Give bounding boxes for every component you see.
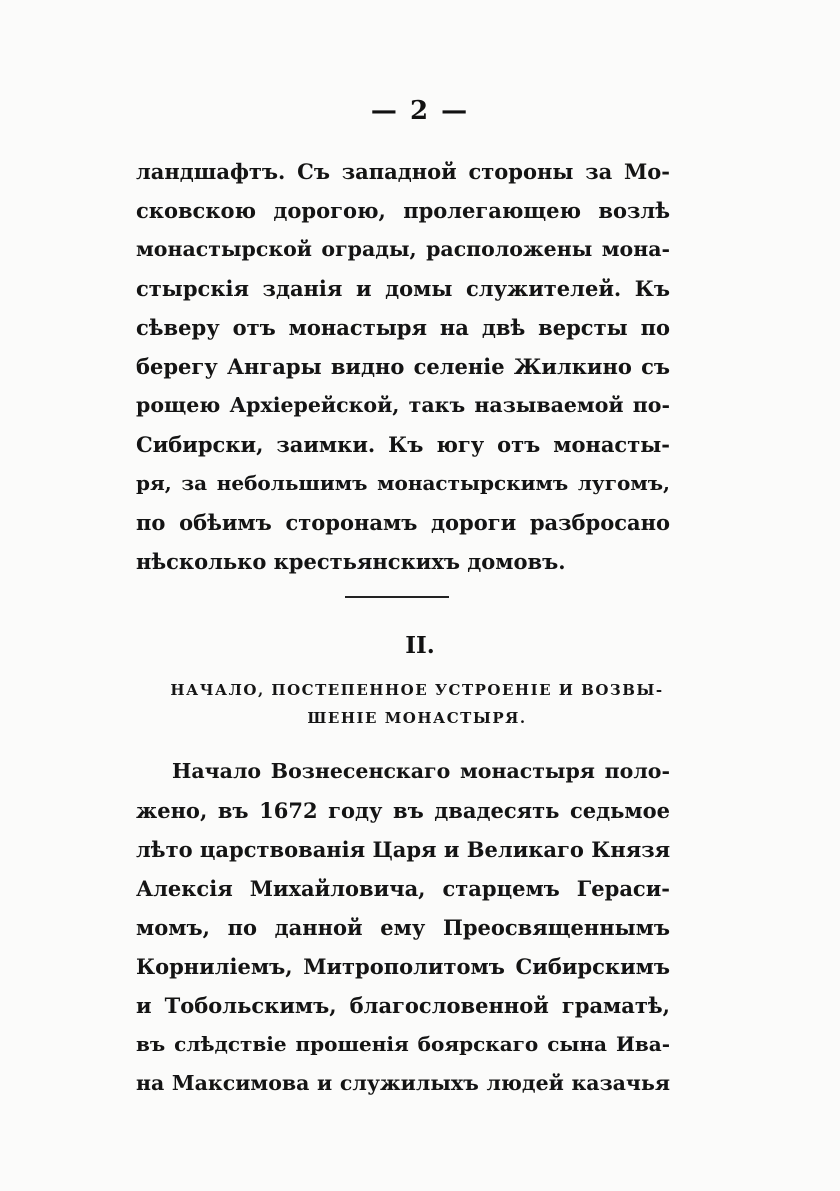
text-line: ря, за небольшимъ монастырскимъ лугомъ,	[136, 471, 670, 495]
text-line: въ слѣдствіе прошенія боярскаго сына Ива-	[136, 1032, 670, 1056]
heading-line: ШЕНІЕ МОНАСТЫРЯ.	[307, 709, 527, 727]
paragraph-continuation	[136, 152, 670, 581]
text-line: по обѣимъ сторонамъ дороги разбросано	[136, 510, 670, 535]
text-line: стырскія зданія и домы служителей. Къ	[136, 276, 670, 301]
text-line: ландшафтъ. Съ западной стороны за Мо-	[136, 159, 670, 184]
text-line: и Тобольскимъ, благословенной граматѣ,	[136, 993, 670, 1018]
text-line: Корниліемъ, Митрополитомъ Сибирскимъ	[136, 954, 670, 979]
heading-line: НАЧАЛО, ПОСТЕПЕННОЕ УСТРОЕНІЕ И ВОЗВЫ-	[170, 681, 664, 699]
text-line: нѣсколько крестьянскихъ домовъ.	[136, 549, 566, 574]
text-line: Начало Вознесенскаго монастыря поло-	[172, 759, 670, 783]
text-line: лѣто царствованія Царя и Великаго Князя	[136, 837, 670, 862]
section-number: II.	[405, 632, 435, 659]
text-line: монастырской ограды, расположены мона-	[136, 237, 670, 261]
text-line: момъ, по данной ему Преосвященнымъ	[136, 915, 670, 940]
text-line: жено, въ 1672 году въ двадесять седьмое	[136, 798, 670, 823]
text-line: сѣверу отъ монастыря на двѣ версты по	[136, 315, 670, 340]
text-line: рощею Архіерейской, такъ называемой по-	[136, 393, 670, 417]
text-line: на Максимова и служилыхъ людей казачья	[136, 1071, 670, 1095]
paragraph-section-two	[136, 752, 670, 1103]
section-divider	[345, 596, 449, 598]
text-line: сковскою дорогою, пролегающею возлѣ	[136, 198, 670, 223]
page-number: — 2 —	[370, 96, 470, 126]
text-line: Алексія Михайловича, старцемъ Гераси-	[136, 876, 670, 901]
text-line: берегу Ангары видно селеніе Жилкино съ	[136, 354, 670, 379]
section-heading	[150, 676, 684, 732]
text-line: Сибирски, заимки. Къ югу отъ монасты-	[136, 432, 670, 457]
